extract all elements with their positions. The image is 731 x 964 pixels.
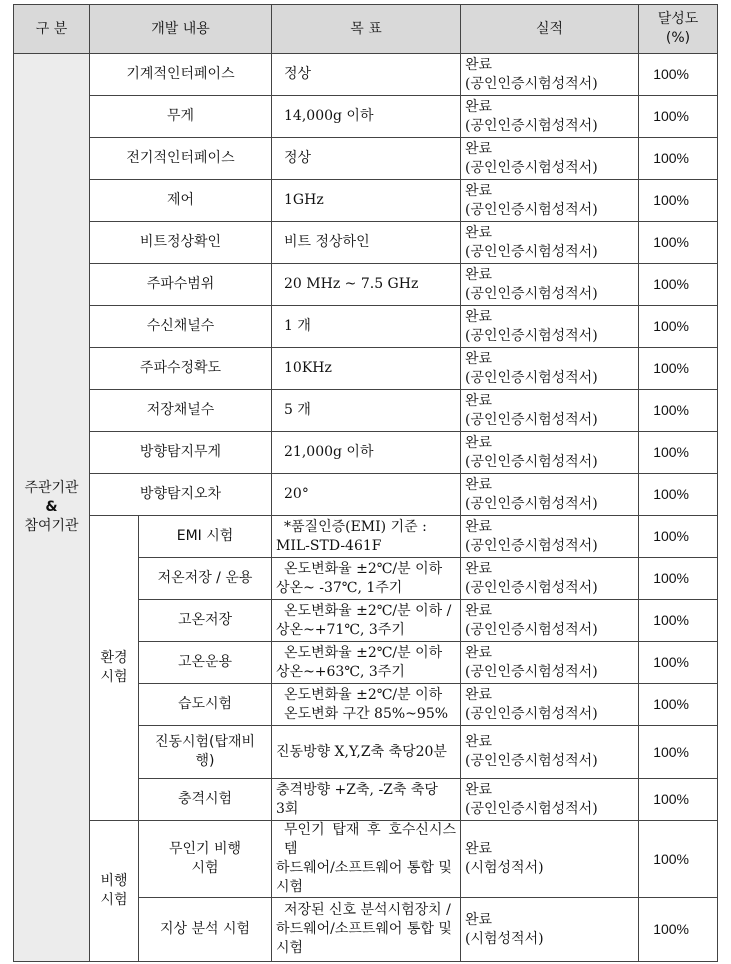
achievement-cell: 100% [639, 600, 718, 642]
result-line: 완료 [465, 781, 493, 798]
achievement-cell: 100% [639, 684, 718, 726]
item-line: EMI 시험 [176, 528, 234, 544]
subgroup-line: 환경 [100, 650, 128, 666]
target-cell: 정상 [272, 138, 461, 180]
achievement-cell: 100% [639, 390, 718, 432]
achievement-cell: 100% [639, 54, 718, 96]
item-name [139, 821, 272, 898]
result-line: (공인인증시험성적서) [465, 537, 598, 554]
result-line: (공인인증시험성적서) [465, 495, 598, 512]
item-name [139, 642, 272, 684]
result-line: 완료 [465, 56, 493, 73]
achievement-cell: 100% [639, 779, 718, 821]
item-line: 고온저장 [177, 612, 233, 628]
header-content: 개발 내용 [90, 5, 272, 54]
item-name: 저장채널수 [90, 390, 272, 432]
result-cell [461, 558, 639, 600]
item-name: 제어 [90, 180, 272, 222]
result-line: 완료 [465, 434, 493, 451]
header-category: 구 분 [14, 5, 90, 54]
result-cell [461, 432, 639, 474]
item-line: 진동시험(탑재비 [154, 734, 256, 750]
target-line: 온도변화 구간 85%~95% [284, 705, 449, 722]
target-cell [272, 558, 461, 600]
result-cell [461, 642, 639, 684]
result-line: (공인인증시험성적서) [465, 327, 598, 344]
achievement-table [13, 4, 718, 962]
item-name: 방향탐지무게 [90, 432, 272, 474]
target-line: 충격방향 +Z축, -Z축 축당 [276, 781, 438, 798]
item-name: 기계적인터페이스 [90, 54, 272, 96]
table-row [14, 180, 718, 222]
result-line: (공인인증시험성적서) [465, 369, 598, 386]
result-cell [461, 180, 639, 222]
result-line: (공인인증시험성적서) [465, 663, 598, 680]
result-line: (공인인증시험성적서) [465, 621, 598, 638]
achievement-cell: 100% [639, 898, 718, 962]
result-cell [461, 390, 639, 432]
item-line: 행) [195, 753, 215, 769]
target-cell: 1GHz [272, 180, 461, 222]
target-line: MIL-STD-461F [276, 537, 382, 554]
result-line: (공인인증시험성적서) [465, 753, 598, 769]
result-line: 완료 [465, 911, 493, 928]
item-name: 수신채널수 [90, 306, 272, 348]
result-cell [461, 726, 639, 779]
target-cell: 1 개 [272, 306, 461, 348]
target-cell [272, 898, 461, 962]
achievement-cell: 100% [639, 432, 718, 474]
target-line: 상온~ -37℃, 1주기 [276, 579, 403, 596]
achievement-cell: 100% [639, 222, 718, 264]
item-name [139, 600, 272, 642]
group-label-line: 주관기관 [24, 480, 79, 496]
target-line: 상온~+71℃, 3주기 [276, 621, 405, 638]
item-name: 주파수정확도 [90, 348, 272, 390]
achievement-cell: 100% [639, 348, 718, 390]
result-line: (공인인증시험성적서) [465, 453, 598, 470]
target-cell: 5 개 [272, 390, 461, 432]
header-result: 실적 [461, 5, 639, 54]
result-line: (공인인증시험성적서) [465, 800, 598, 817]
result-line: 완료 [465, 98, 493, 115]
table-row [14, 432, 718, 474]
achievement-cell: 100% [639, 306, 718, 348]
item-line: 지상 분석 시험 [159, 921, 251, 937]
table-row [14, 138, 718, 180]
achievement-cell: 100% [639, 558, 718, 600]
table-row [14, 390, 718, 432]
target-line: *품질인증(EMI) 기준 : [284, 518, 427, 535]
group-label [14, 54, 90, 962]
item-name: 방향탐지오차 [90, 474, 272, 516]
target-line: 상온~+63℃, 3주기 [276, 663, 405, 680]
table-row [14, 264, 718, 306]
target-cell [272, 516, 461, 558]
table-row [14, 222, 718, 264]
result-cell [461, 898, 639, 962]
result-line: 완료 [465, 224, 493, 241]
target-line: 무인기 탑재 후 호수신시스템 [284, 822, 457, 857]
result-line: 완료 [465, 841, 493, 857]
result-line: 완료 [465, 686, 493, 703]
item-line: 저온저장 / 운용 [157, 570, 253, 586]
achievement-cell: 100% [639, 516, 718, 558]
target-line: 온도변화율 ±2℃/분 이하 [284, 560, 443, 577]
item-name [139, 516, 272, 558]
item-name [139, 684, 272, 726]
result-line: (공인인증시험성적서) [465, 243, 598, 260]
subgroup-line: 비행 [100, 873, 128, 889]
result-line: (공인인증시험성적서) [465, 411, 598, 428]
table-row [14, 474, 718, 516]
item-name: 전기적인터페이스 [90, 138, 272, 180]
result-line: 완료 [465, 644, 493, 661]
result-line: 완료 [465, 266, 493, 283]
item-line: 무인기 비행 [168, 841, 242, 857]
result-cell [461, 306, 639, 348]
target-cell [272, 684, 461, 726]
header-achievement-unit: (%) [665, 30, 691, 46]
result-line: 완료 [465, 518, 493, 535]
result-line: 완료 [465, 308, 493, 325]
achievement-cell: 100% [639, 138, 718, 180]
target-line: 온도변화율 ±2℃/분 이하 [284, 686, 443, 703]
achievement-cell: 100% [639, 180, 718, 222]
target-line: 3회 [276, 800, 299, 817]
target-line: 온도변화율 ±2℃/분 이하 [284, 644, 443, 661]
result-cell [461, 264, 639, 306]
result-line: (공인인증시험성적서) [465, 117, 598, 134]
item-name [139, 558, 272, 600]
result-cell [461, 348, 639, 390]
result-line: 완료 [465, 140, 493, 157]
table-row [14, 54, 718, 96]
result-cell [461, 684, 639, 726]
subgroup-line: 시험 [100, 669, 128, 685]
result-line: (공인인증시험성적서) [465, 705, 598, 722]
result-cell [461, 474, 639, 516]
table-row [14, 821, 718, 898]
target-cell: 20° [272, 474, 461, 516]
target-cell [272, 779, 461, 821]
result-line: (공인인증시험성적서) [465, 75, 598, 92]
table-row [14, 348, 718, 390]
result-line: 완료 [465, 182, 493, 199]
item-name [139, 779, 272, 821]
target-cell: 14,000g 이하 [272, 96, 461, 138]
subgroup-line: 시험 [100, 892, 128, 908]
header-target: 목 표 [272, 5, 461, 54]
result-line: 완료 [465, 560, 493, 577]
target-cell: 정상 [272, 54, 461, 96]
item-name [139, 726, 272, 779]
item-name: 무게 [90, 96, 272, 138]
target-line: 시험 [276, 879, 304, 895]
result-line: 완료 [465, 350, 493, 367]
header-achievement [639, 5, 718, 54]
target-cell: 20 MHz ~ 7.5 GHz [272, 264, 461, 306]
achievement-cell: 100% [639, 821, 718, 898]
target-line: 온도변화율 ±2℃/분 이하 / [284, 602, 452, 619]
result-cell [461, 600, 639, 642]
target-line: 하드웨어/소프트웨어 통합 및 [276, 921, 452, 937]
target-cell: 10KHz [272, 348, 461, 390]
result-cell [461, 96, 639, 138]
target-cell [272, 726, 461, 779]
table-row [14, 516, 718, 558]
target-cell [272, 642, 461, 684]
achievement-cell: 100% [639, 264, 718, 306]
achievement-cell: 100% [639, 726, 718, 779]
target-line: 하드웨어/소프트웨어 통합 및 [276, 860, 452, 876]
result-cell [461, 516, 639, 558]
group-label-line: & [45, 499, 58, 515]
result-line: 완료 [465, 734, 493, 750]
result-line: (시험성적서) [465, 930, 544, 947]
achievement-cell: 100% [639, 474, 718, 516]
target-line: 시험 [276, 940, 304, 956]
achievement-cell: 100% [639, 96, 718, 138]
result-cell [461, 54, 639, 96]
target-cell: 비트 정상하인 [272, 222, 461, 264]
target-cell: 21,000g 이하 [272, 432, 461, 474]
header-row [14, 5, 718, 54]
target-line: 진동방향 X,Y,Z축 축당20분 [276, 743, 447, 760]
item-line: 시험 [191, 860, 219, 876]
result-line: 완료 [465, 392, 493, 409]
item-name: 비트정상확인 [90, 222, 272, 264]
result-line: (공인인증시험성적서) [465, 201, 598, 218]
table-row [14, 96, 718, 138]
subgroup-environment [90, 516, 139, 821]
header-achievement-label: 달성도 [657, 11, 699, 27]
result-cell [461, 138, 639, 180]
item-name: 주파수범위 [90, 264, 272, 306]
table-row [14, 306, 718, 348]
item-line: 습도시험 [177, 696, 233, 712]
item-name [139, 898, 272, 962]
result-line: (공인인증시험성적서) [465, 579, 598, 596]
subgroup-flight [90, 821, 139, 962]
result-line: 완료 [465, 476, 493, 493]
item-line: 고온운용 [177, 654, 233, 670]
target-cell [272, 821, 461, 898]
target-line: 저장된 신호 분석시험장치 / [284, 902, 451, 918]
result-line: (공인인증시험성적서) [465, 159, 598, 176]
group-label-line: 참여기관 [24, 518, 79, 534]
result-line: 완료 [465, 602, 493, 619]
achievement-cell: 100% [639, 642, 718, 684]
result-line: (시험성적서) [465, 860, 544, 876]
result-cell [461, 779, 639, 821]
target-cell [272, 600, 461, 642]
result-line: (공인인증시험성적서) [465, 285, 598, 302]
item-line: 충격시험 [177, 791, 233, 807]
result-cell [461, 821, 639, 898]
result-cell [461, 222, 639, 264]
